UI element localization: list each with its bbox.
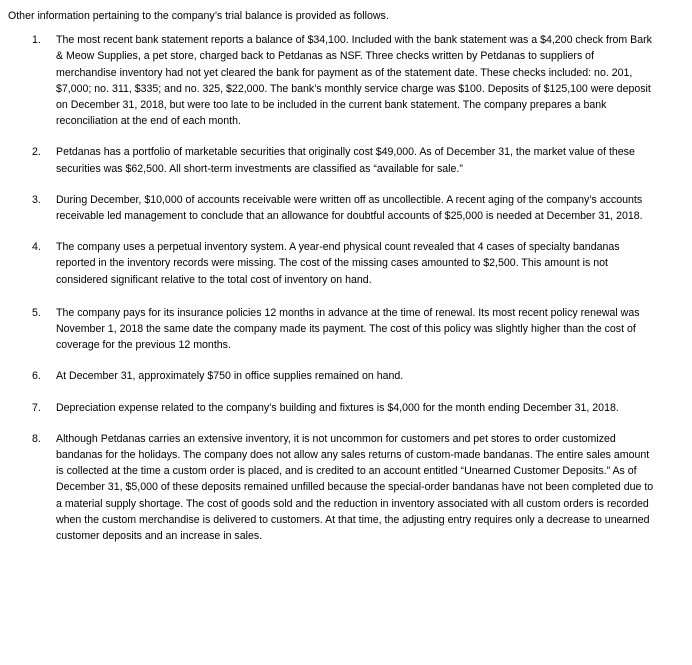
list-item-4	[8, 239, 678, 288]
intro-paragraph: Other information pertaining to the company’s trial balance is provided as follows.	[8, 10, 389, 22]
item-number: 5.	[32, 306, 41, 319]
item-text: The most recent bank statement reports a balance of $34,100. Included with the bank statement was a $4,200 check from Bark & Meow Supplies, a pet store, charged back to Petdanas as NSF. Three checks written by Petdanas to suppliers of merchandise inventory had not yet cleared the bank for payment as of the statement date. These checks included: no. 201, $7,000; no. 311, $335; and no. 325, $22,000. The bank’s monthly service charge was $100. Deposits of $125,100 were deposit on December 31, 2018, but were too late to be included in the current bank statement. The company prepares a bank reconciliation at the end of each month.	[56, 34, 652, 128]
list-item-8	[8, 431, 678, 544]
list-item-7	[8, 400, 678, 416]
item-number: 1.	[32, 34, 41, 47]
item-number: 2.	[32, 146, 41, 159]
item-text: Although Petdanas carries an extensive inventory, it is not uncommon for customers and pet stores to order customized bandanas for the holidays. The company does not allow any sales returns of custom-made bandanas. The entire sales amount is collected at the time a custom order is placed, and is credited to an account entitled “Unearned Customer Deposits.” As of December 31, $5,000 of these deposits remained unfilled because the special-order bandanas have not been completed due to a material supply shortage. The cost of goods sold and the reduction in inventory associated with all custom orders is recorded when the custom merchandise is delivered to customers. At that time, the adjusting entry requires only a decrease to unearned customer deposits and an increase in sales.	[56, 432, 654, 543]
item-number: 6.	[32, 370, 41, 383]
item-number: 7.	[32, 401, 41, 414]
item-text: At December 31, approximately $750 in office supplies remained on hand.	[56, 370, 404, 383]
item-text: Depreciation expense related to the company’s building and fixtures is $4,000 for the month ending December 31, 2018.	[56, 401, 619, 414]
list-item-3	[8, 192, 678, 224]
item-text: Petdanas has a portfolio of marketable securities that originally cost $49,000. As of December 31, the market value of these securities was $62,500. All short-term investments are classified as “available for sale.”	[56, 146, 635, 175]
list-item-5	[8, 305, 678, 354]
item-number: 4.	[32, 241, 41, 254]
list-item-2	[8, 144, 678, 176]
item-number: 3.	[32, 193, 41, 206]
list-item-1	[8, 32, 678, 129]
item-number: 8.	[32, 432, 41, 445]
list-item-6	[8, 368, 678, 384]
item-text: The company uses a perpetual inventory system. A year-end physical count revealed that 4 cases of specialty bandanas reported in the inventory records were missing. The cost of the missing cases amounted to $2,500. This amount is not considered significant relative to the total cost of inventory on hand.	[56, 241, 620, 286]
item-text: The company pays for its insurance policies 12 months in advance at the time of renewal. Its most recent policy renewal was November 1, 2018 the same date the company made its payment. The cost of this policy was slightly higher than the cost of coverage for the previous 12 months.	[56, 306, 640, 352]
item-text: During December, $10,000 of accounts receivable were written off as uncollectible. A recent aging of the company’s accounts receivable led management to conclude that an allowance for doubtful accounts of $25,000 is needed at December 31, 2018.	[56, 193, 643, 223]
